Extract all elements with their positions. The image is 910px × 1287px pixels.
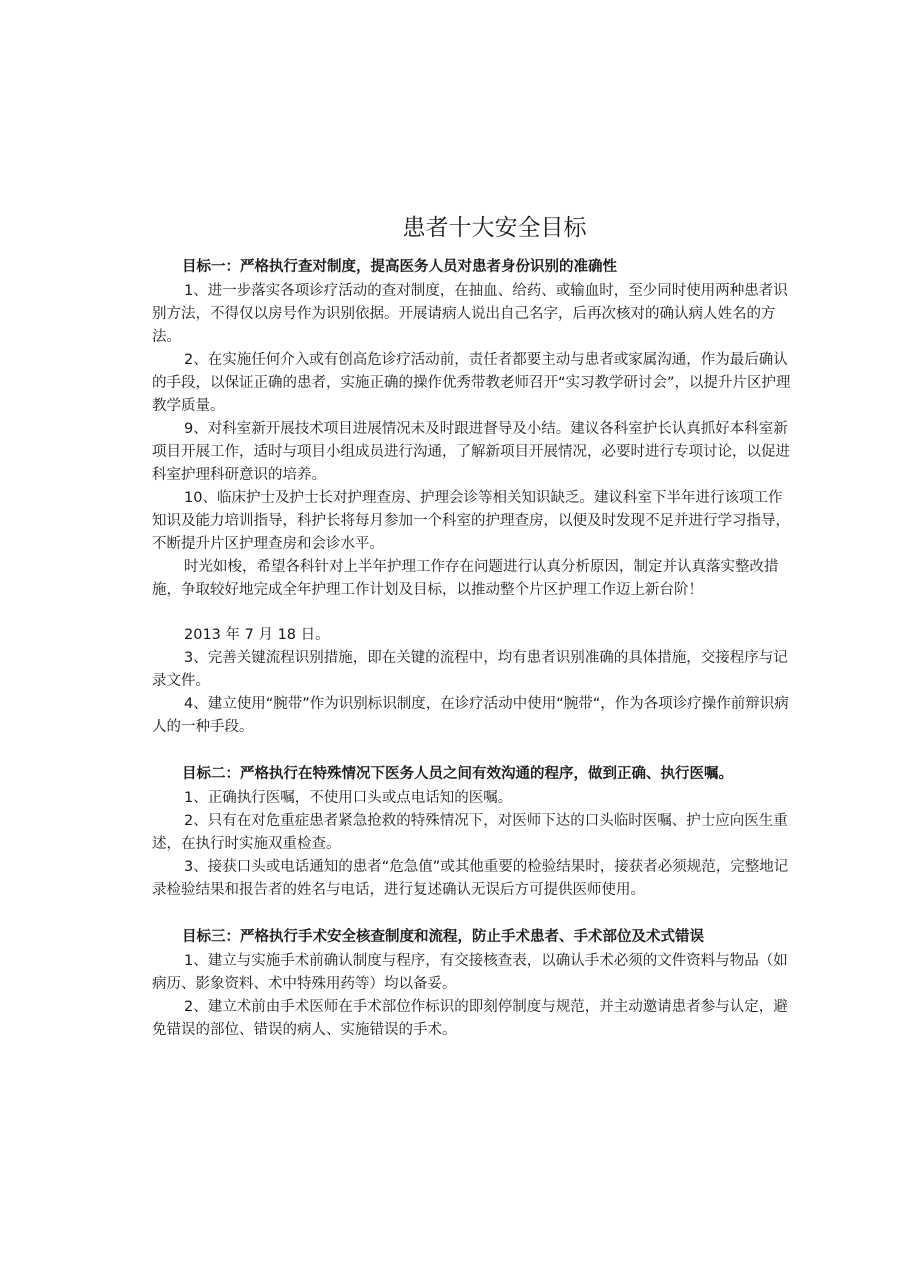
goal2-paragraph-2: 2、只有在对危重症患者紧急抢救的特殊情况下，对医师下达的口头临时医嘱、护士应向医生重述，在执行时实施双重检查。 [152,813,788,852]
document-body [152,210,792,1042]
goal1-paragraph-2: 2、在实施任何介入或有创高危诊疗活动前，责任者都要主动与患者或家属沟通，作为最后确认的手段，以保证正确的患者，实施正确的操作优秀带教老师召开“实习教学研讨会”，以提升片区护理教学质量。 [152,352,791,414]
document-title: 患者十大安全目标 [402,215,587,241]
goal3-paragraph-1: 1、建立与实施手术前确认制度与程序，有交接核查表，以确认手术必须的文件资料与物品（如病历、影象资料、术中特殊用药等）均以备妥。 [152,953,788,992]
document-date: 2013 年 7 月 18 日。 [184,627,330,643]
spacer [152,602,792,624]
goal1-paragraph-1: 1、进一步落实各项诊疗活动的查对制度，在抽血、给药、或输血时，至少同时使用两种患者识别方法，不得仅以房号作为识别依据。开展请病人说出自己名字，后再次核对的确认病人姓名的方法。 [152,283,788,345]
goal3-paragraph-2: 2、建立术前由手术医师在手术部位作标识的即刻停制度与规范，并主动邀请患者参与认定，避免错误的部位、错误的病人、实施错误的手术。 [152,999,788,1038]
goal1-paragraph-5: 时光如梭，希望各科针对上半年护理工作存在问题进行认真分析原因，制定并认真落实整改措施，争取较好地完成全年护理工作计划及目标，以推动整个片区护理工作迈上新台阶！ [152,559,779,598]
goal1-paragraph-7: 4、建立使用“腕带”作为识别标识制度，在诊疗活动中使用“腕带“，作为各项诊疗操作前辩识病人的一种手段。 [152,696,789,735]
spacer [152,902,792,924]
goal1-paragraph-4: 10、临床护士及护士长对护理查房、护理会诊等相关知识缺乏。建议科室下半年进行该项工作知识及能力培训指导，科护长将每月参加一个科室的护理查房，以便及时发现不足并进行学习指导，不断提升片区护理查房和会诊水平。 [152,490,790,552]
goal3-heading: 目标三：严格执行手术安全核查制度和流程，防止手术患者、手术部位及术式错误 [182,929,704,945]
goal1-paragraph-3: 9、对科室新开展技术项目进展情况未及时跟进督导及小结。建议各科室护长认真抓好本科室新项目开展工作，适时与项目小组成员进行沟通，了解新项目开展情况，必要时进行专项讨论，以促进科室护理科研意识的培养。 [152,421,790,483]
goal2-paragraph-1: 1、正确执行医嘱，不使用口头或点电话知的医嘱。 [184,790,513,806]
spacer [152,739,792,761]
goal2-paragraph-3: 3、接获口头或电话通知的患者“危急值”或其他重要的检验结果时，接获者必须规范，完整地记录检验结果和报告者的姓名与电话，进行复述确认无误后方可提供医师使用。 [152,859,789,898]
goal1-paragraph-6: 3、完善关键流程识别措施，即在关键的流程中，均有患者识别准确的具体措施，交接程序与记录文件。 [152,650,788,689]
goal1-heading: 目标一：严格执行查对制度，提高医务人员对患者身份识别的准确性 [182,259,617,275]
goal2-heading: 目标二：严格执行在特殊情况下医务人员之间有效沟通的程序，做到正确、执行医嘱。 [182,766,733,782]
